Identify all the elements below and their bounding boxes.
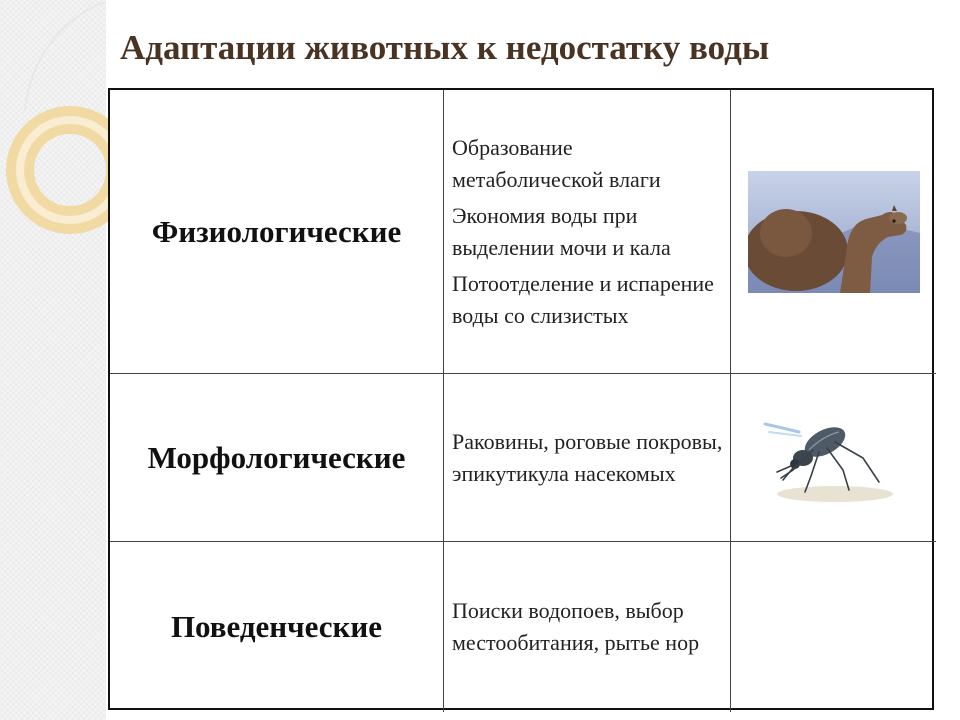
beetle-illustration — [763, 406, 905, 510]
table-row-3-description-cell — [444, 542, 731, 712]
description-item: Потоотделение и испарение воды со слизистых — [452, 270, 714, 328]
camel-photo — [748, 171, 920, 293]
table-row-1-description-cell — [444, 90, 731, 374]
description-item: Поиски водопоев, выбор местообитания, рытье нор — [452, 598, 700, 655]
table-row-3-image-cell — [731, 542, 936, 712]
category-morphological: Морфологические — [147, 439, 406, 475]
table-row-1-category-cell — [110, 90, 444, 374]
table-row-3-category-cell — [110, 542, 444, 712]
description-item: Образование метаболической влаги — [452, 134, 661, 192]
description-item: Раковины, роговые покровы, эпикутикула насекомых — [452, 428, 723, 486]
category-behavioral: Поведенческие — [170, 609, 383, 644]
category-physiological: Физиологические — [151, 213, 402, 249]
adaptation-table — [108, 88, 934, 710]
slide-title: Адаптации животных к недостатку воды — [120, 28, 770, 67]
description-list — [452, 595, 724, 659]
description-item: Экономия воды при выделении мочи и кала — [452, 202, 671, 260]
table-row-1-image-cell — [731, 90, 936, 374]
table-row-2-image-cell — [731, 374, 936, 542]
table-row-2-description-cell — [444, 374, 731, 542]
table-row-2-category-cell — [110, 374, 444, 542]
description-list — [452, 426, 724, 490]
description-list — [452, 132, 724, 332]
